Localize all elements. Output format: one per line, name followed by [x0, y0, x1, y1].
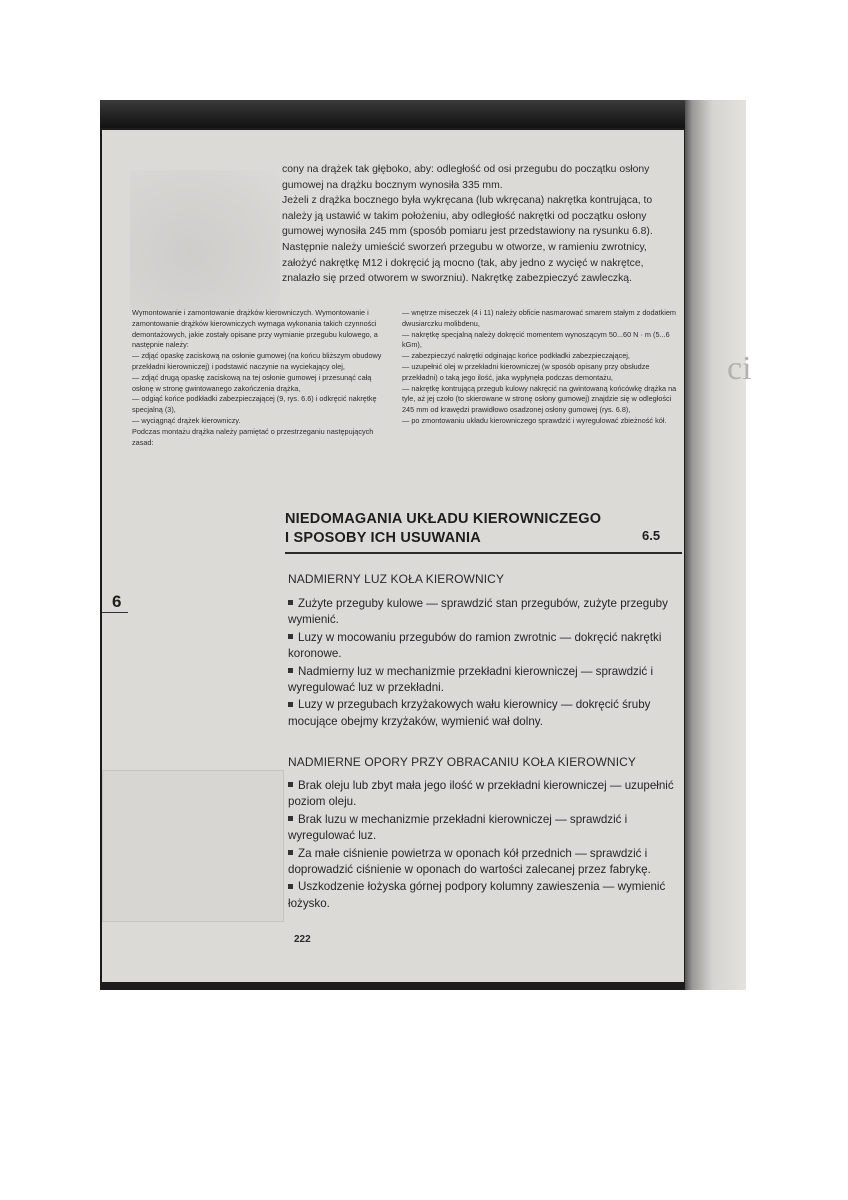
figure-show-through [130, 170, 280, 310]
list-item-text: Brak luzu w mechanizmie przekładni kierowniczej — sprawdzić i wyregulować luz. [288, 812, 628, 843]
group2-list [288, 778, 682, 913]
left-paragraph: Podczas montażu drążka należy pamiętać o przestrzeganiu następujących zasad: [132, 426, 374, 447]
list-item [288, 879, 682, 912]
list-item-text: Brak oleju lub zbyt mała jego ilość w przekładni kierowniczej — uzupełnić poziom oleju. [288, 779, 674, 809]
right-paragraph: — nakrętkę kontrującą przegub kulowy nakręcić na gwintowaną końcówkę drążka na tyle, aż jej czoło (to skierowane w stronę osłony gumowej) znajdzie się w odległości 245 mm od krawędzi prawidłowo osadzonej osłony gumowej (rys. 6.8), [402, 383, 677, 415]
page-number: 222 [294, 934, 311, 945]
group1-heading: NADMIERNY LUZ KOŁA KIEROWNICY [288, 572, 505, 586]
diagram-show-through [102, 770, 284, 922]
list-item [288, 630, 682, 663]
list-item-text: Uszkodzenie łożyska górnej podpory kolumny zawieszenia — wymienić łożysko. [288, 880, 666, 910]
chapter-marker: 6 [112, 592, 122, 611]
list-item [288, 778, 682, 811]
bullet-square-icon [288, 884, 293, 889]
section-number: 6.5 [642, 528, 661, 543]
intro-paragraph: Następnie należy umieścić sworzeń przegubu w otworze, w ramieniu zwrotnicy, założyć nakrętkę M12 i dokręcić ją mocno (tak, aby jedno z wycięć w nakrętce, znalazło się przed otworem w sworzniu). Nakrętkę zabezpieczyć zawleczką. [282, 241, 647, 285]
list-item-text: Za małe ciśnienie powietrza w oponach kół przednich — sprawdzić i doprowadzić ciśnienie w oponach do wartości zalecanej przez fabrykę. [288, 846, 651, 877]
right-paragraph: — zabezpieczyć nakrętki odginając końce podkładki zabezpieczającej, [402, 351, 630, 361]
list-item-text: Luzy w mocowaniu przegubów do ramion zwrotnic — dokręcić nakrętki koronowe. [288, 630, 662, 661]
list-item [288, 596, 682, 629]
intro-paragraph: Jeżeli z drążka bocznego była wykręcana (lub wkręcana) nakrętka kontrująca, to należy ją ustawić w takim położeniu, aby odległość nakrętki od początku osłony gumowej wynosiła 245 mm (sposób pomiaru jest przedstawiony na rysunku 6.8). [282, 195, 653, 238]
scan-top-edge [100, 100, 746, 128]
list-item [288, 697, 682, 730]
right-paragraph: — po zmontowaniu układu kierowniczego sprawdzić i wyregulować zbieżność kół. [402, 415, 667, 425]
list-item [288, 664, 682, 697]
left-paragraph: — zdjąć opaskę zaciskową na osłonie gumowej (na końcu bliższym obudowy przekładni kierowniczej) i podstawić naczynie na wyciekający olej, [132, 351, 382, 371]
right-paragraph: — wnętrze miseczek (4 i 11) należy obficie nasmarować smarem stałym z dodatkiem dwusiarczku molibdenu, [402, 308, 676, 328]
bullet-square-icon [288, 782, 293, 787]
chapter-marker-line [102, 612, 128, 613]
bullet-square-icon [288, 668, 293, 673]
bullet-square-icon [288, 816, 293, 821]
bullet-square-icon [288, 634, 293, 639]
facing-page-letter: ci [727, 350, 752, 387]
intro-text [282, 162, 682, 287]
list-item [288, 846, 682, 879]
right-column [402, 308, 680, 427]
left-paragraph: — odgiąć końce podkładki zabezpieczającej (9, rys. 6.6) i odkręcić nakrętkę specjalną (3), [132, 394, 377, 415]
list-item [288, 812, 682, 845]
left-paragraph: — wyciągnąć drążek kierowniczy. [132, 415, 241, 425]
intro-paragraph: cony na drążek tak głęboko, aby: odległość od osi przegubu do początku osłony gumowej na drążku bocznym wynosiła 335 mm. [282, 164, 650, 191]
group1-list [288, 596, 682, 731]
list-item-text: Nadmierny luz w mechanizmie przekładni kierowniczej — sprawdzić i wyregulować luz w przekładni. [288, 664, 654, 695]
list-item-text: Luzy w przegubach krzyżakowych wału kierownicy — dokręcić śruby mocujące obejmy krzyżaków, wymienić wał dolny. [288, 698, 651, 728]
left-paragraph: — zdjąć drugą opaskę zaciskową na tej osłonie gumowej i przesunąć całą osłonę w stronę gwintowanego zakończenia drążka, [132, 372, 372, 393]
bullet-square-icon [288, 702, 293, 707]
right-paragraph: — nakrętkę specjalną należy dokręcić momentem wynoszącym 50...60 N · m (5...6 kGm), [402, 329, 670, 350]
facing-page-edge [685, 100, 752, 990]
right-paragraph: — uzupełnić olej w przekładni kierowniczej (w sposób opisany przy obsłudze przekładni) o taką jego ilość, jaka wypłynęła podczas demontażu, [402, 361, 650, 382]
section-title-line: I SPOSOBY ICH USUWANIA [285, 530, 481, 546]
group2-heading: NADMIERNE OPORY PRZY OBRACANIU KOŁA KIEROWNICY [288, 755, 637, 769]
bullet-square-icon [288, 850, 293, 855]
section-title [285, 510, 615, 548]
left-paragraph: Wymontowanie i zamontowanie drążków kierowniczych. Wymontowanie i zamontowanie drążków kierowniczych wymaga wykonania takich czynności demontażowych, jakie zostały opisane przy wymianie przegubu kulowego, a następnie należy: [132, 308, 378, 350]
left-column [132, 308, 394, 448]
book-page [102, 130, 684, 982]
section-rule [285, 552, 682, 554]
bullet-square-icon [288, 600, 293, 605]
section-title-line: NIEDOMAGANIA UKŁADU KIEROWNICZEGO [285, 511, 602, 527]
list-item-text: Zużyte przeguby kulowe — sprawdzić stan przegubów, zużyte przeguby wymienić. [288, 597, 668, 627]
scanned-book-spread [100, 100, 752, 990]
